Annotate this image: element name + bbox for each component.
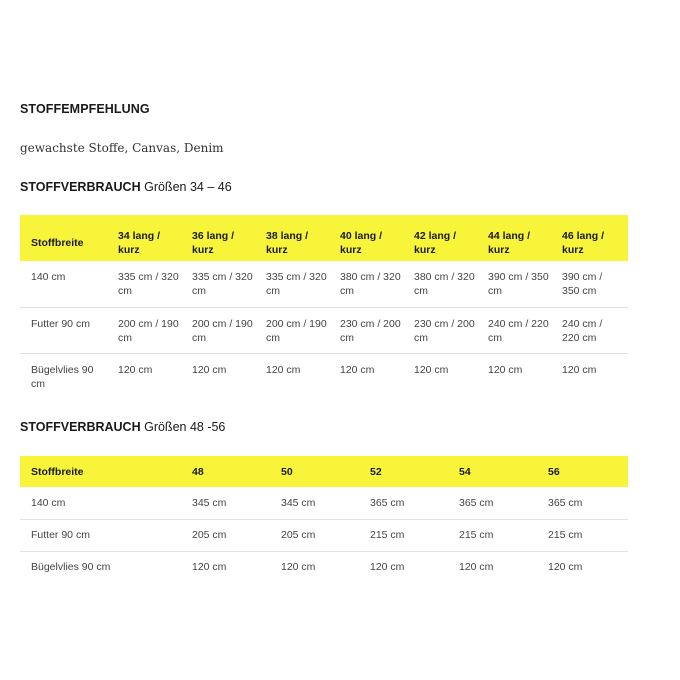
usage-heading-48-56 [20,420,225,434]
table-cell: 215 cm [364,519,453,551]
table-cell: 345 cm [275,487,364,519]
table-cell: Futter 90 cm [20,307,112,353]
table-row [20,551,628,583]
recommendation-heading: STOFFEMPFEHLUNG [20,102,150,116]
table-cell: 215 cm [542,519,628,551]
table-cell: 120 cm [562,363,597,376]
table-cell: 120 cm [459,561,494,574]
table-cell: Bügelvlies 90 cm [31,363,94,390]
table-row [20,353,628,399]
usage-heading-34-46 [20,180,232,194]
table-cell: 200 cm / 190 cm [186,307,260,353]
column-header: 54 [453,456,542,487]
table-row [20,519,628,551]
table-cell: 120 cm [266,363,301,376]
table-cell: 240 cm / 220 cm [556,307,628,353]
table-cell: Bügelvlies 90 cm [31,561,111,574]
table-cell: 120 cm [192,363,227,376]
table-cell: 120 cm [370,561,405,574]
table-cell: 230 cm / 200 cm [408,307,482,353]
table-cell: 335 cm / 320 cm [186,261,260,307]
table-cell: 120 cm [548,561,583,574]
table-row [20,487,628,519]
table-cell: 120 cm [414,363,449,376]
table-cell: 365 cm [364,487,453,519]
fabric-usage-table-34-46 [20,215,628,399]
column-header: 50 [275,456,364,487]
column-header: 52 [364,456,453,487]
table-cell: 365 cm [542,487,628,519]
recommendation-text: gewachste Stoffe, Canvas, Denim [20,141,224,155]
table-cell: Futter 90 cm [20,519,186,551]
table-header-row [20,215,628,261]
column-header: 42 lang / kurz [408,215,482,261]
column-header: 48 [186,456,275,487]
usage-heading-range: Größen 34 – 46 [144,180,232,194]
table-header-row [20,456,628,487]
table-cell: 345 cm [186,487,275,519]
column-header: Stoffbreite [20,215,112,261]
table-cell: 380 cm / 320 cm [408,261,482,307]
usage-heading-range: Größen 48 -56 [144,420,226,434]
column-header: 56 [542,456,628,487]
table-cell: 140 cm [20,261,112,307]
table-row [20,261,628,307]
table-cell: 390 cm / 350 cm [482,261,556,307]
column-header: 38 lang / kurz [260,215,334,261]
column-header: 44 lang / kurz [482,215,556,261]
table-cell: 140 cm [20,487,186,519]
table-cell: 120 cm [192,561,227,574]
table-cell: 120 cm [488,363,523,376]
column-header: Stoffbreite [20,456,186,487]
table-cell: 215 cm [453,519,542,551]
usage-heading-label: STOFFVERBRAUCH [20,420,141,434]
table-cell: 120 cm [340,363,375,376]
table-cell: 120 cm [118,363,153,376]
column-header: 36 lang / kurz [186,215,260,261]
column-header: 46 lang / kurz [556,215,628,261]
table-cell: 335 cm / 320 cm [112,261,186,307]
table-row [20,307,628,353]
table-cell: 205 cm [186,519,275,551]
table-cell: 240 cm / 220 cm [482,307,556,353]
table-cell: 200 cm / 190 cm [112,307,186,353]
table-cell: 120 cm [281,561,316,574]
table-cell: 230 cm / 200 cm [334,307,408,353]
table-cell: 390 cm / 350 cm [556,261,628,307]
table-cell: 380 cm / 320 cm [334,261,408,307]
column-header: 40 lang / kurz [334,215,408,261]
table-cell: 200 cm / 190 cm [260,307,334,353]
table-cell: 205 cm [275,519,364,551]
fabric-usage-table-48-56 [20,456,628,583]
table-cell: 335 cm / 320 cm [260,261,334,307]
table-cell: 365 cm [453,487,542,519]
usage-heading-label: STOFFVERBRAUCH [20,180,141,194]
column-header: 34 lang / kurz [112,215,186,261]
